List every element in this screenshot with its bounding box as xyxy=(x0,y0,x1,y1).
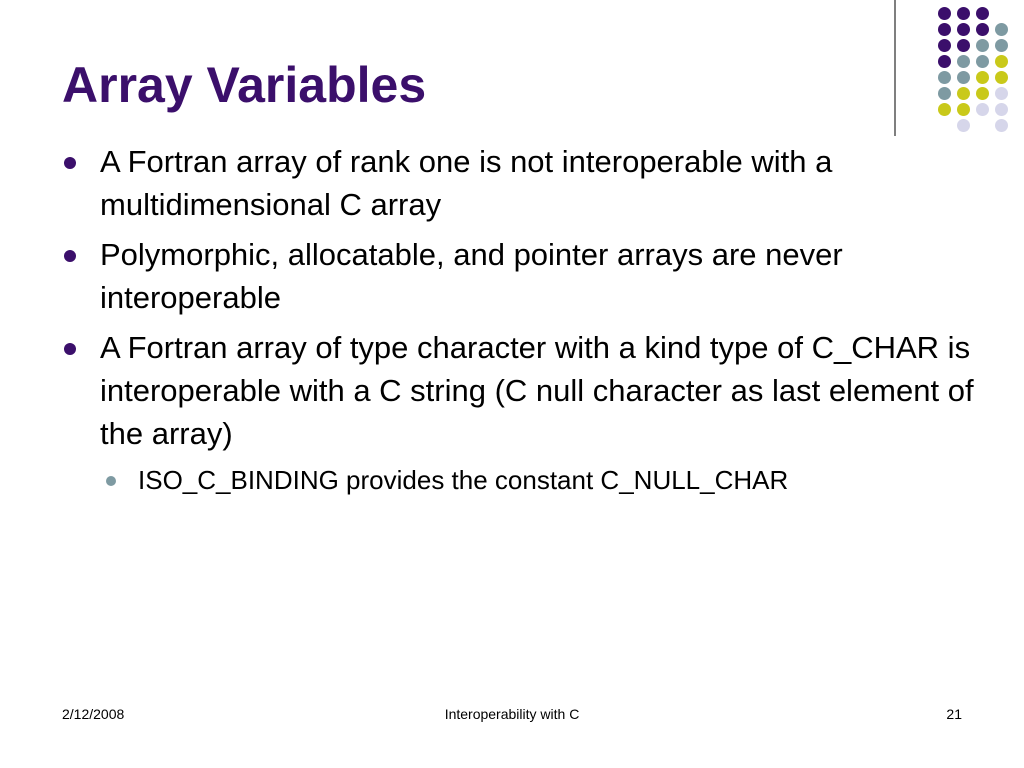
bullet-dot-icon xyxy=(64,157,76,169)
bullet-text: Polymorphic, allocatable, and pointer arrays are never interoperable xyxy=(100,236,843,316)
decorative-dot xyxy=(938,87,951,100)
decorative-dot xyxy=(938,55,951,68)
decorative-dot xyxy=(995,55,1008,68)
sub-bullet-dot-icon xyxy=(106,476,116,486)
decorative-dot xyxy=(995,87,1008,100)
decorative-dot xyxy=(957,7,970,20)
decorative-dot xyxy=(957,23,970,36)
decorative-dot xyxy=(957,119,970,132)
bullet-text: A Fortran array of type character with a kind type of C_CHAR is interoperable with a C string (C null character as last element of the array) xyxy=(100,329,974,452)
decorative-dot xyxy=(938,103,951,116)
decorative-dot xyxy=(976,71,989,84)
decorative-dot xyxy=(938,23,951,36)
decorative-dot xyxy=(995,119,1008,132)
bullet-dot-icon xyxy=(64,343,76,355)
sub-bullet-item xyxy=(62,462,1002,498)
bullet-item xyxy=(62,233,1002,320)
decorative-dot xyxy=(995,71,1008,84)
decorative-dot xyxy=(957,87,970,100)
footer-title: Interoperability with C xyxy=(444,706,580,722)
decorative-dot-grid xyxy=(936,0,1024,136)
decorative-dot xyxy=(976,23,989,36)
footer-date: 2/12/2008 xyxy=(62,706,125,722)
decorative-dot xyxy=(976,55,989,68)
bullet-text: A Fortran array of rank one is not interoperable with a multidimensional C array xyxy=(100,144,833,223)
decorative-dot xyxy=(976,39,989,52)
bullet-item xyxy=(62,140,1002,227)
decorative-dot xyxy=(938,7,951,20)
decorative-dot xyxy=(957,71,970,84)
decorative-dot xyxy=(938,71,951,84)
decorative-dot xyxy=(976,103,989,116)
decorative-dot xyxy=(957,39,970,52)
decorative-dot xyxy=(938,39,951,52)
decorative-dot xyxy=(957,55,970,68)
decorative-dot xyxy=(995,39,1008,52)
footer-page-number: 21 xyxy=(946,706,962,722)
bullet-item xyxy=(62,326,1002,456)
decorative-dot xyxy=(995,103,1008,116)
decorative-dot xyxy=(995,23,1008,36)
bullet-dot-icon xyxy=(64,250,76,262)
sub-bullet-text: ISO_C_BINDING provides the constant C_NULL_CHAR xyxy=(138,464,789,495)
decorative-dot xyxy=(976,7,989,20)
slide-body xyxy=(62,140,1002,498)
title-divider xyxy=(894,0,896,136)
decorative-dot xyxy=(957,103,970,116)
slide-title: Array Variables xyxy=(62,57,427,113)
decorative-dot xyxy=(976,87,989,100)
